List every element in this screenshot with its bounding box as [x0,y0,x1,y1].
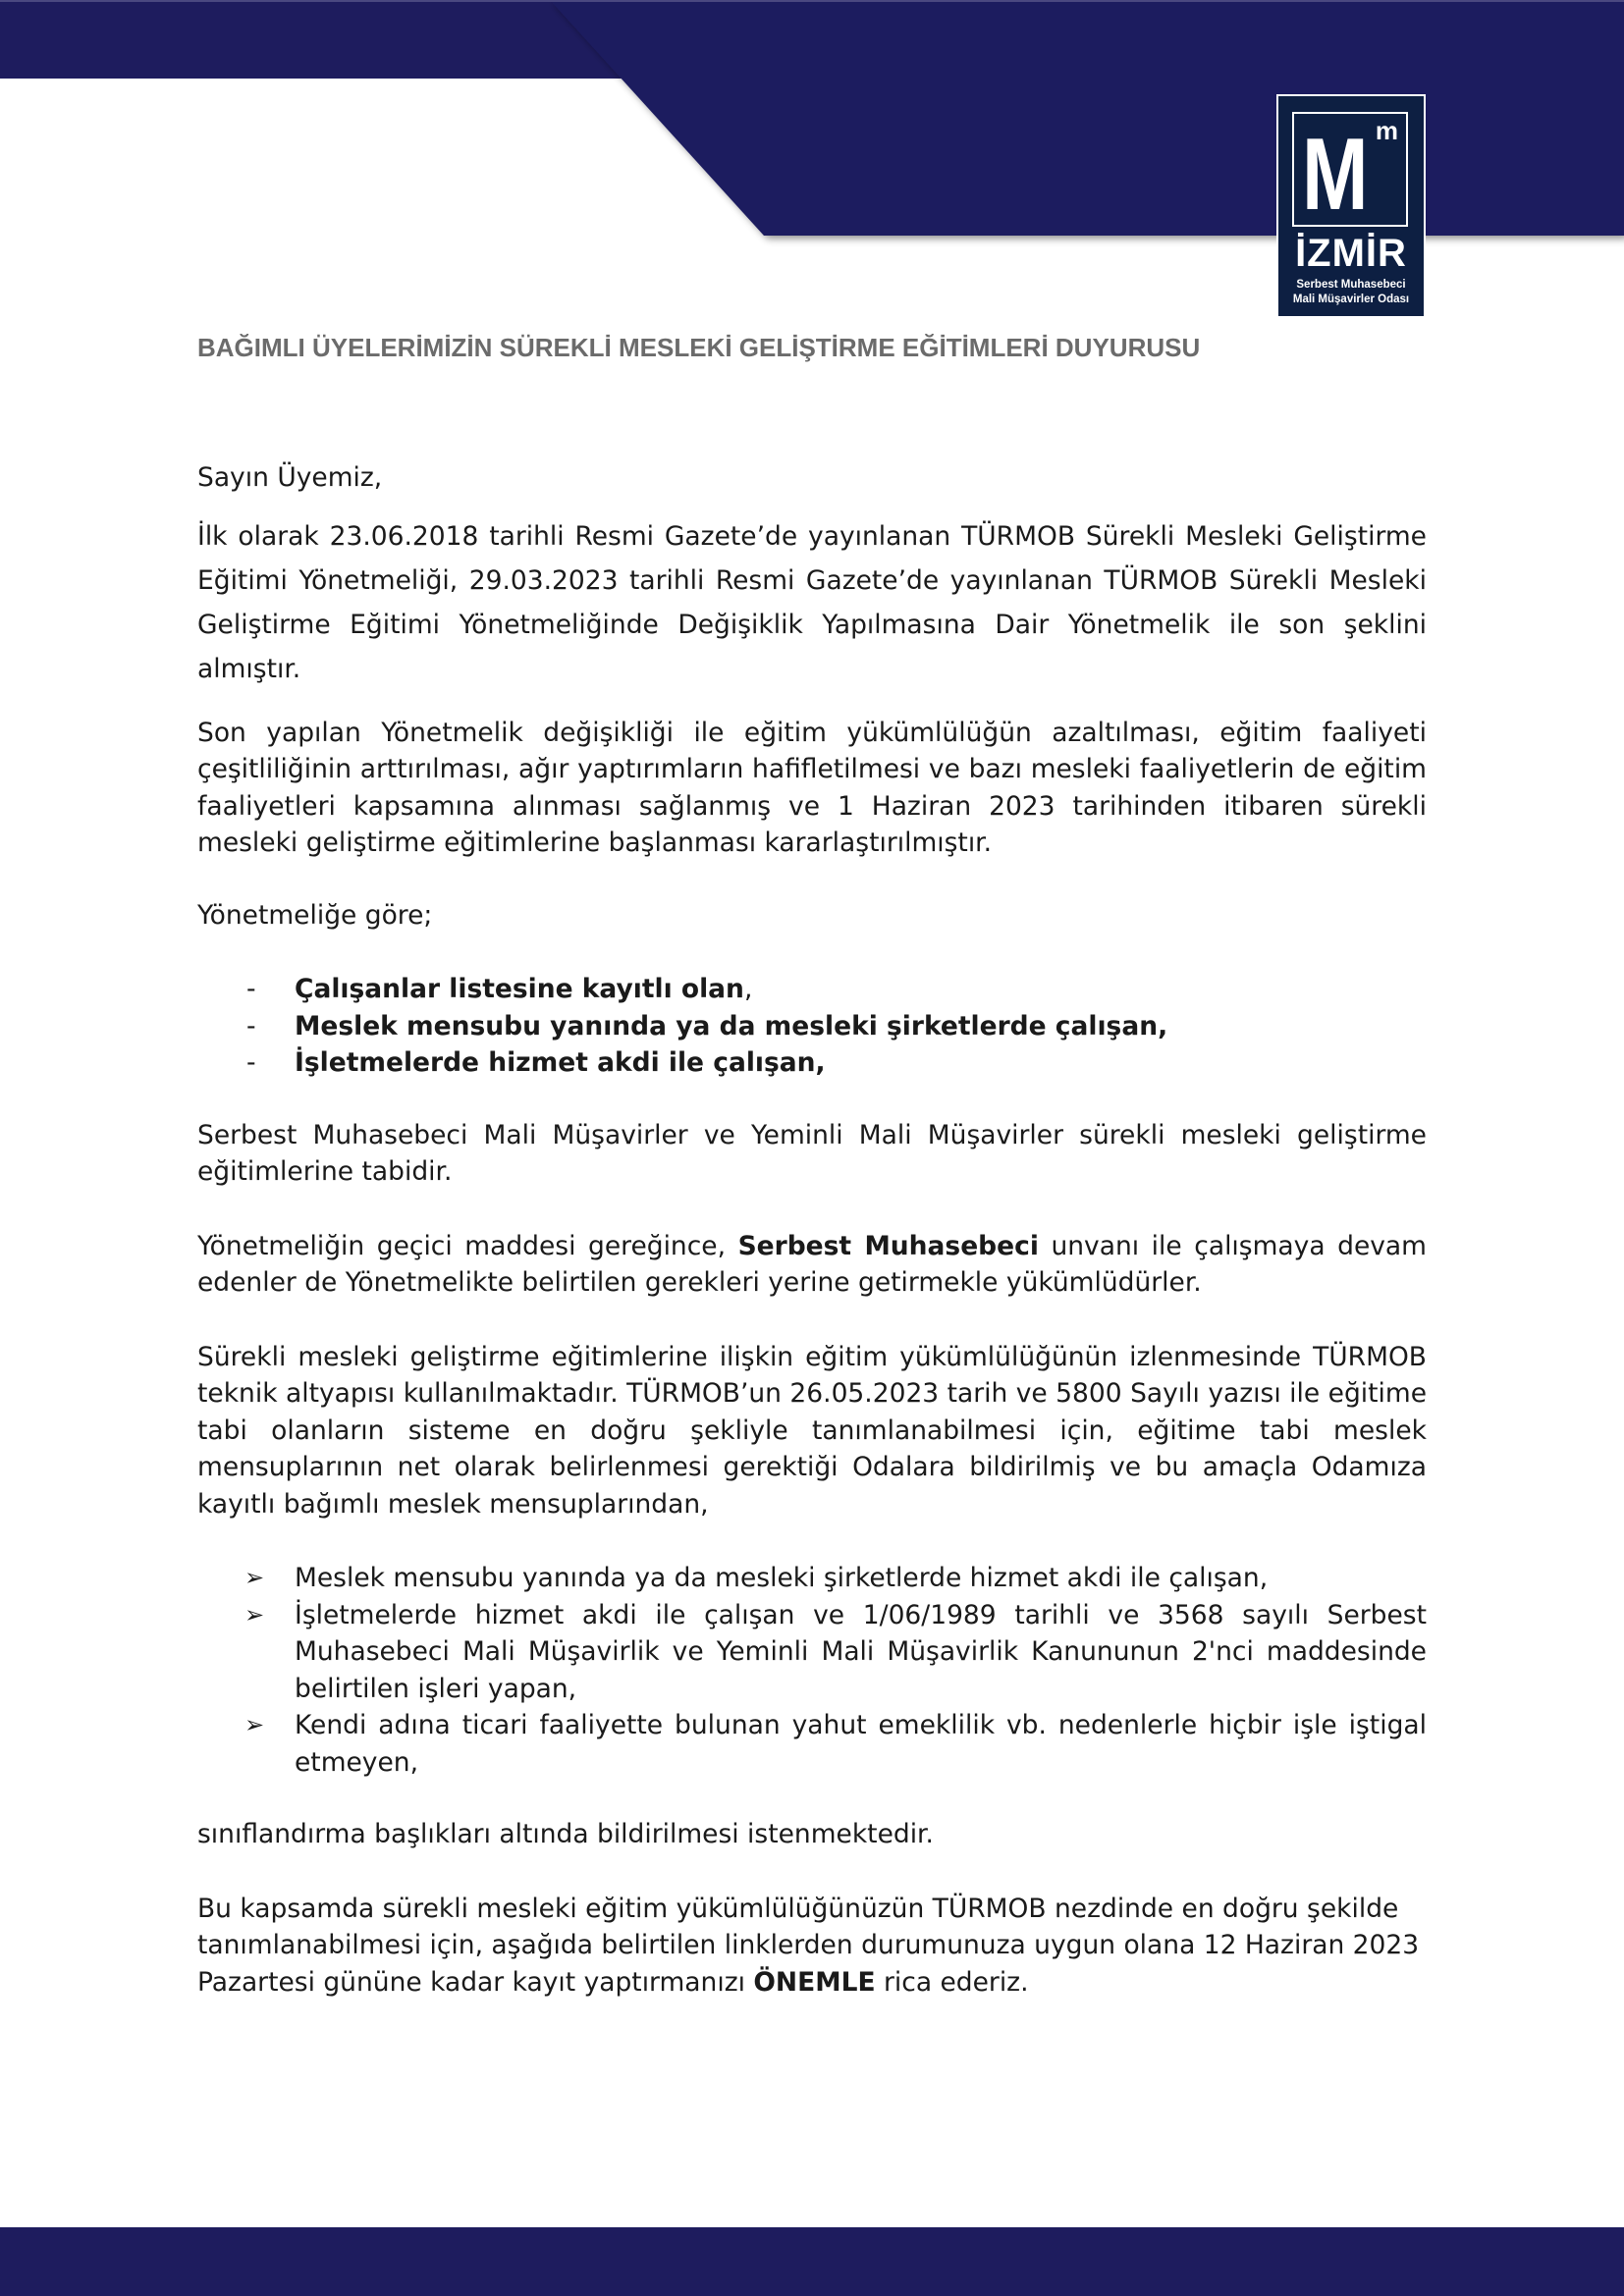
dash-list-text: Meslek mensubu yanında ya da mesleki şirketlerde çalışan, [295,1010,1168,1041]
dash-bullet: - [246,974,256,1004]
paragraph-5-text-end: unvanı ile çalışmaya devam edenler de Yönetmelikte belirtilen gerekleri yerine getirmekle yükümlüdürler. [197,1230,1427,1298]
paragraph-5 [197,1228,1427,1302]
logo-subtitle-line2: Mali Müşavirler Odası [1292,294,1410,305]
arrow-list-text: İşletmelerde hizmet akdi ile çalışan ve 1/06/1989 tarihli ve 3568 sayılı Serbest Muhasebeci Mali Müşavirlik ve Yeminli Mali Müşavirlik Kanununun 2'nci maddesinde belirtilen işleri yapan, [295,1599,1427,1704]
arrow-bullet-icon: ➢ [244,1564,265,1591]
dash-list-text: İşletmelerde hizmet akdi ile çalışan, [295,1047,826,1078]
banner-right-trapezoid [550,0,1624,236]
arrow-list-item [197,1560,1427,1597]
logo-mark-small: m [1375,116,1398,145]
document-title: BAĞIMLI ÜYELERİMİZİN SÜREKLİ MESLEKİ GELİŞTİRME EĞİTİMLERİ DUYURUSU [197,333,1201,362]
dash-list [197,971,1427,1082]
arrow-list-item [197,1597,1427,1708]
izmir-smmmo-logo [1276,94,1426,318]
dash-bullet: - [246,1047,256,1078]
dash-list-text: Çalışanlar listesine kayıtlı olan [295,974,744,1004]
dash-list-item [197,1008,1427,1045]
greeting: Sayın Üyemiz, [197,462,383,493]
arrow-bullet-icon: ➢ [244,1600,265,1629]
paragraph-4: Serbest Muhasebeci Mali Müşavirler ve Yeminli Mali Müşavirler sürekli mesleki geliştirme eğitimlerine tabidir. [197,1119,1427,1187]
paragraph-5-text: Yönetmeliğin geçici maddesi gereğince, [197,1230,738,1261]
logo-mark-big: M [1302,118,1369,232]
dash-bullet: - [246,1010,256,1041]
paragraph-2: Son yapılan Yönetmelik değişikliği ile eğitim yükümlülüğün azaltılması, eğitim faaliyeti çeşitliliğinin arttırılması, ağır yaptırımların hafifletilmesi ve bazı mesleki faaliyetlerin de eğitim faaliyetleri kapsamına alınması sağlanmış ve 1 Haziran 2023 tarihinden itibaren sürekli mesleki geliştirme eğitimlerine başlanması kararlaştırılmıştır. [197,717,1427,858]
arrow-list-text: Meslek mensubu yanında ya da mesleki şirketlerde hizmet akdi ile çalışan, [295,1563,1269,1593]
dash-list-item [197,971,1427,1008]
paragraph-8-text: Bu kapsamda sürekli mesleki eğitim yükümlülüğünüzün TÜRMOB nezdinde en doğru şekilde tanımlanabilmesi için, aşağıda belirtilen linklerden durumunuza uygun olana 12 Haziran 2023 Pazartesi gününe kadar kayıt yaptırmanızı [197,1893,1420,1998]
dash-list-item [197,1044,1427,1082]
paragraph-1: İlk olarak 23.06.2018 tarihli Resmi Gazete’de yayınlanan TÜRMOB Sürekli Mesleki Geliştirme Eğitimi Yönetmeliği, 29.03.2023 tarihli Resmi Gazete’de yayınlanan TÜRMOB Sürekli Mesleki Geliştirme Eğitimi Yönetmeliğinde Değişiklik Yapılmasına Dair Yönetmelik ile son şeklini almıştır. [197,520,1427,684]
arrow-bullet-icon: ➢ [244,1711,265,1738]
paragraph-3: Yönetmeliğe göre; [197,899,433,931]
logo-city: İZMİR [1295,232,1407,275]
dash-list-suffix: , [743,974,753,1004]
arrow-list-item [197,1707,1427,1781]
arrow-list-text: Kendi adına ticari faaliyette bulunan yahut emeklilik vb. nedenlerle hiçbir işle iştigal etmeyen, [295,1710,1427,1778]
paragraph-8 [197,1891,1427,2002]
logo-mark-frame [1292,112,1408,232]
arrow-list [197,1560,1427,1781]
paragraph-8-text-end: rica ederiz. [875,1966,1029,1998]
document-body [197,459,1427,2001]
paragraph-5-bold: Serbest Muhasebeci [737,1230,1039,1261]
footer-band [0,2227,1624,2296]
paragraph-8-bold: ÖNEMLE [753,1966,876,1998]
paragraph-7: sınıflandırma başlıkları altında bildirilmesi istenmektedir. [197,1819,934,1849]
paragraph-6: Sürekli mesleki geliştirme eğitimlerine ilişkin eğitim yükümlülüğünün izlenmesinde TÜRMOB teknik altyapısı kullanılmaktadır. TÜRMOB’un 26.05.2023 tarih ve 5800 Sayılı yazısı ile eğitime tabi olanların sisteme en doğru şekliyle tanımlanabilmesi için, eğitime tabi meslek mensuplarının net olarak belirlenmesi gerektiği Odalara bildirilmiş ve bu amaçla Odamıza kayıtlı bağımlı meslek mensuplarından, [197,1341,1427,1520]
logo-subtitle-line1: Serbest Muhasebeci [1296,279,1406,291]
